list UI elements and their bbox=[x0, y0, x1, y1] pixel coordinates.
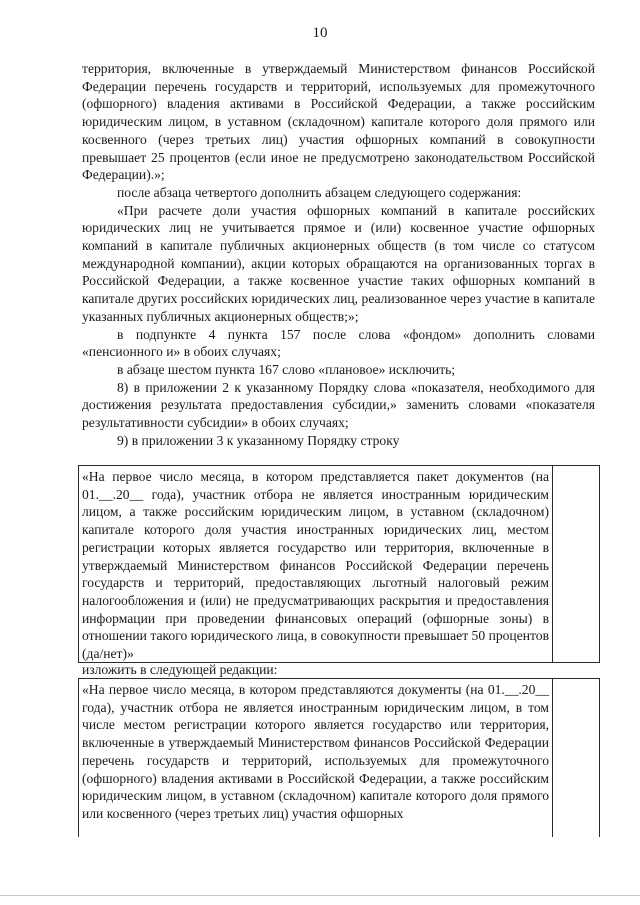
page-number: 10 bbox=[312, 25, 328, 41]
paragraph-item-9: 9) в приложении 3 к указанному Порядку строку bbox=[117, 432, 400, 448]
paragraph-continuation: территория, включенные в утверждаемый Министерством финансов Российской Федерации перечень государств и территорий, используемых для промежуточного (офшорного) владения активами в Российской Федерации, а также российским юридическим лицом, в уставном (складочном) капитале которого доля прямого или косвенного (через третьих лиц) участия офшорных компаний в совокупности превышает 25 процентов (если иное не предусмотрено законодательством Российской Федерации).»; bbox=[82, 61, 595, 183]
caption-new-edition: изложить в следующей редакции: bbox=[82, 662, 278, 677]
paragraph-quote: «При расчете доли участия офшорных компаний в капитале российских юридических лиц не учитывается прямое и (или) косвенное участие офшорных компаний в капитале публичных акционерных обществ (в том числе со статусом международной компании), акции которых обращаются на организованных торгах в Российской Федерации, а также косвенное участие таких офшорных компаний в капитале других российских юридических лиц, реализованное через участие в капитале указанных публичных акционерных обществ;»; bbox=[82, 202, 595, 324]
paragraph-instruction: после абзаца четвертого дополнить абзацем следующего содержания: bbox=[117, 184, 522, 200]
table-old-row bbox=[78, 465, 600, 663]
table-new-value-cell bbox=[554, 679, 599, 837]
document-body bbox=[82, 60, 595, 449]
table-old-text-cell: «На первое число месяца, в котором представляется пакет документов (на 01.__.20__ года), участник отбора не является иностранным юридическим лицом, а также российским юридическим лицом, в уставном (складочном) капитале которого доля участия иностранных юридических лиц, местом регистрации которых является государство или территория, включенные в утверждаемый Министерством финансов Российской Федерации перечень государств и территорий, предоставляющих льготный налоговый режим налогообложения и (или) не предусматривающих раскрытия и предоставления информации при проведении финансовых операций (офшорные зоны) в отношении такого юридического лица, в совокупности превышает 50 процентов (да/нет)» bbox=[79, 466, 553, 662]
paragraph-subpoint-157: в подпункте 4 пункта 157 после слова «фондом» дополнить словами «пенсионного и» в обоих случаях; bbox=[82, 326, 595, 360]
table-old-value-cell bbox=[554, 466, 599, 662]
page-bottom-divider bbox=[0, 895, 640, 896]
paragraph-item-8: 8) в приложении 2 к указанному Порядку слова «показателя, необходимого для достижения результата предоставления субсидии,» заменить словами «показателя результативности субсидии» в обоих случаях; bbox=[82, 379, 595, 431]
table-new-text-cell: «На первое число месяца, в котором представляются документы (на 01.__.20__ года), участник отбора не является иностранным юридическим лицом, в том числе местом регистрации которого является государство или территория, включенные в утверждаемый Министерством финансов Российской Федерации перечень государств и территорий, используемых для промежуточного (офшорного) владения активами в Российской Федерации, а также российским юридическим лицом, в уставном (складочном) капитале которого доля прямого или косвенного (через третьих лиц) участия офшорных bbox=[79, 679, 553, 837]
paragraph-point-167: в абзаце шестом пункта 167 слово «плановое» исключить; bbox=[117, 361, 456, 377]
table-new-row bbox=[78, 678, 600, 837]
